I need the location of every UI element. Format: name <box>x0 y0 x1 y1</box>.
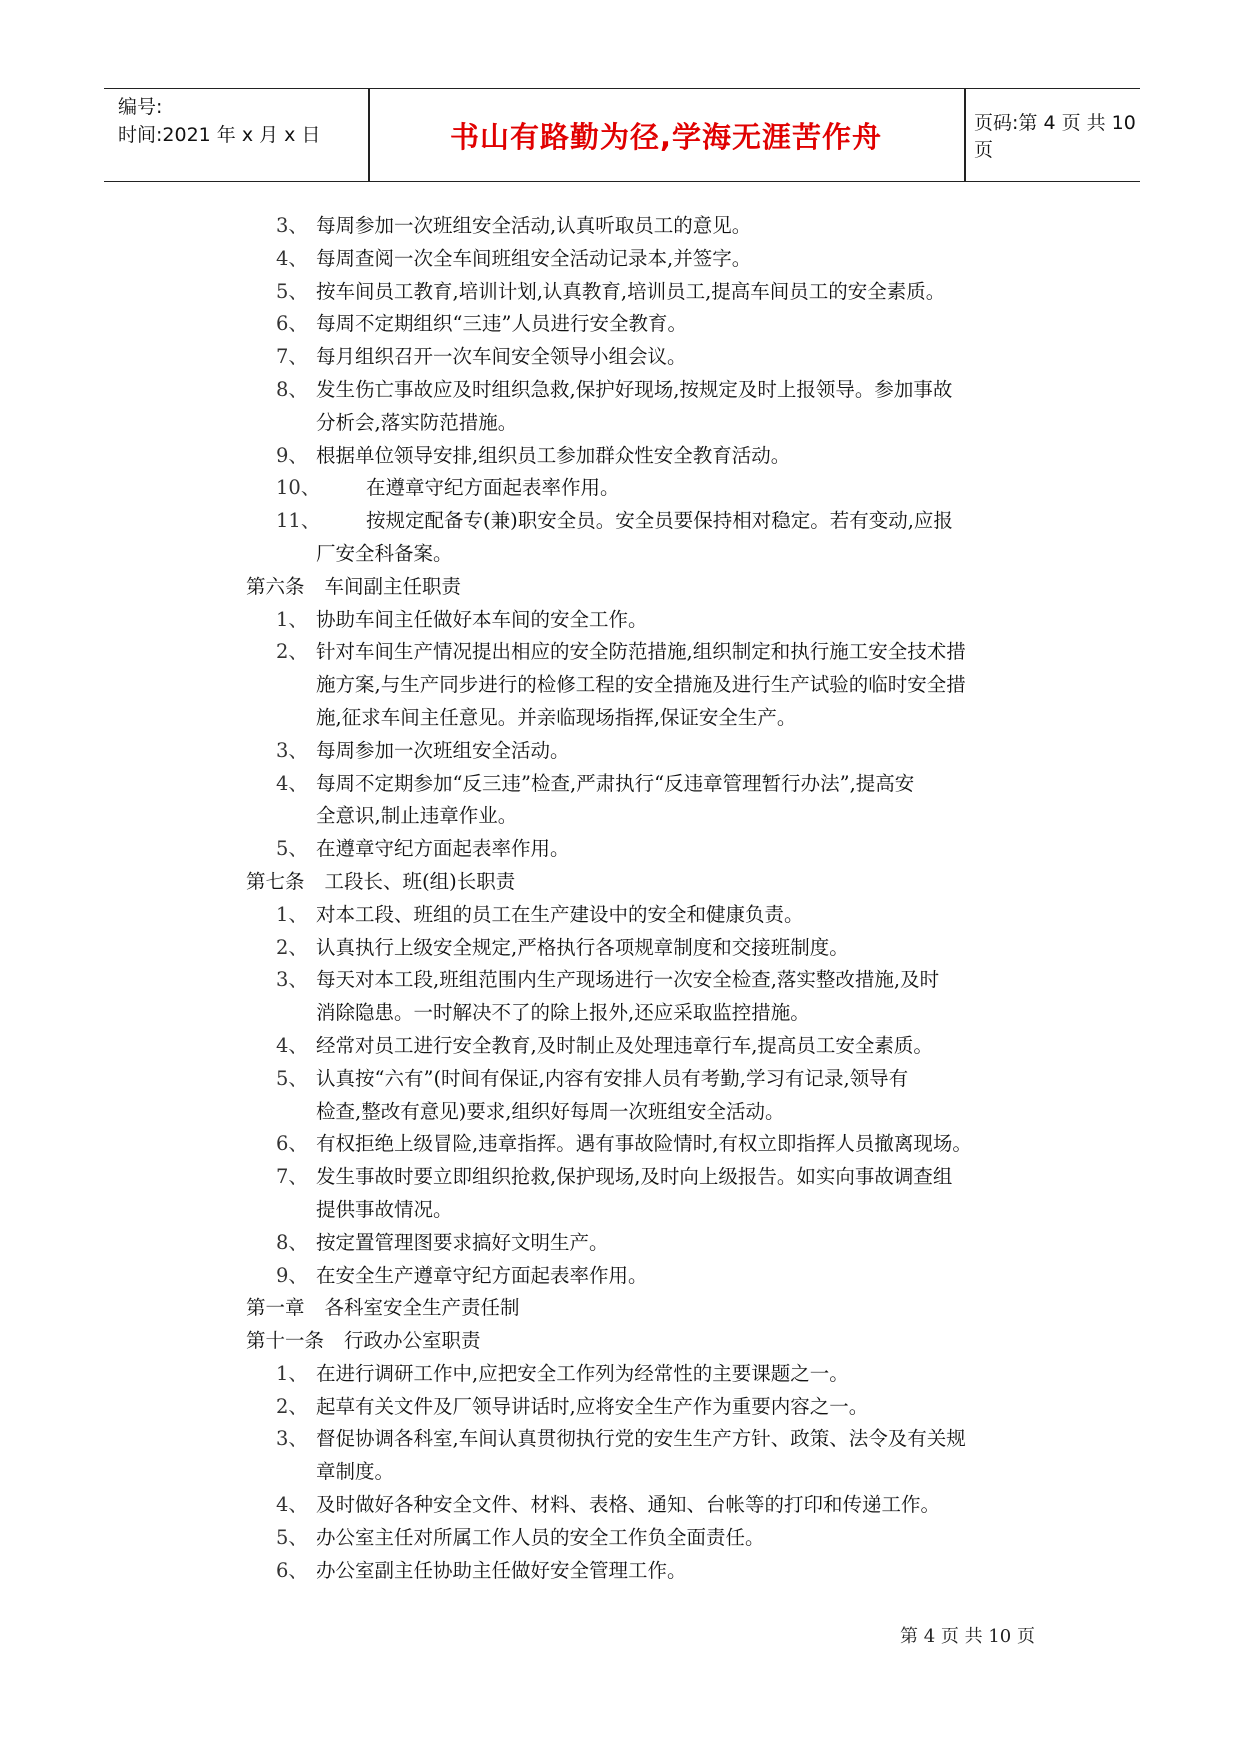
list-item <box>276 964 1056 997</box>
list-item <box>276 1423 1056 1456</box>
list-item-text: 按规定配备专(兼)职安全员。安全员要保持相对稳定。若有变动,应报 <box>366 509 953 533</box>
list-item <box>276 210 1056 243</box>
list-item-number: 3、 <box>276 738 308 762</box>
list-item <box>276 505 1056 538</box>
list-item <box>276 932 1056 965</box>
section-heading-title: 车间副主任职责 <box>324 574 462 598</box>
list-item-text: 办公室副主任协助主任做好安全管理工作。 <box>316 1558 687 1582</box>
list-item <box>276 1030 1056 1063</box>
page-header <box>104 88 1140 182</box>
list-item-text: 每周不定期参加“反三违”检查,严肃执行“反违章管理暂行办法”,提高安 <box>316 771 915 795</box>
document-number-label: 编号: <box>118 96 163 118</box>
list-item <box>276 1260 1056 1293</box>
list-item-number: 6、 <box>276 1132 308 1156</box>
list-item <box>276 1227 1056 1260</box>
section-heading <box>246 866 1056 899</box>
list-item-number: 2、 <box>276 935 308 959</box>
list-item <box>276 1522 1056 1555</box>
list-item-text: 每周参加一次班组安全活动,认真听取员工的意见。 <box>316 214 752 237</box>
list-item-number: 1、 <box>276 902 308 926</box>
list-item-text: 发生伤亡事故应及时组织急救,保护好现场,按规定及时上报领导。参加事故 <box>316 377 953 401</box>
list-item-number: 1、 <box>276 607 308 631</box>
list-item-text: 针对车间生产情况提出相应的安全防范措施,组织制定和执行施工安全技术措 <box>316 640 966 664</box>
list-item-number: 6、 <box>276 312 308 336</box>
list-item-continuation: 施方案,与生产同步进行的检修工程的安全措施及进行生产试验的临时安全措 <box>316 673 966 697</box>
list-item-continuation: 施,征求车间主任意见。并亲临现场指挥,保证安全生产。 <box>316 705 797 729</box>
list-item-number: 5、 <box>276 279 308 303</box>
list-item-number: 6、 <box>276 1558 308 1582</box>
list-item-text: 在遵章守纪方面起表率作用。 <box>366 476 620 500</box>
section-heading <box>246 571 1056 604</box>
list-item-number: 7、 <box>276 345 308 369</box>
list-item-number: 5、 <box>276 1066 308 1090</box>
section-heading-title: 各科室安全生产责任制 <box>324 1296 520 1320</box>
list-item-text: 认真执行上级安全规定,严格执行各项规章制度和交接班制度。 <box>316 935 849 959</box>
list-item-number: 1、 <box>276 1361 308 1385</box>
list-item <box>276 1358 1056 1391</box>
list-item-text: 经常对员工进行安全教育,及时制止及处理违章行车,提高员工安全素质。 <box>316 1033 933 1057</box>
list-item-number: 2、 <box>276 640 308 664</box>
list-item <box>276 636 1056 669</box>
list-item-continuation: 厂安全科备案。 <box>316 541 453 565</box>
list-item <box>276 1555 1056 1588</box>
list-item <box>276 1063 1056 1096</box>
list-item-text: 办公室主任对所属工作人员的安全工作负全面责任。 <box>316 1525 765 1549</box>
list-item-number: 8、 <box>276 377 308 401</box>
list-item-text: 在遵章守纪方面起表率作用。 <box>316 837 570 861</box>
section-heading-label: 第六条 <box>246 574 305 598</box>
section-heading <box>246 1325 1056 1358</box>
list-item-number: 4、 <box>276 1493 308 1517</box>
list-item <box>276 341 1056 374</box>
list-item-text: 对本工段、班组的员工在生产建设中的安全和健康负责。 <box>316 902 804 926</box>
list-item-number: 4、 <box>276 246 308 270</box>
list-item-number: 4、 <box>276 771 308 795</box>
list-item <box>276 472 1056 505</box>
list-item <box>276 440 1056 473</box>
section-heading-title: 工段长、班(组)长职责 <box>324 869 516 893</box>
list-item-number: 3、 <box>276 1427 308 1451</box>
list-item-text: 在进行调研工作中,应把安全工作列为经常性的主要课题之一。 <box>316 1361 849 1385</box>
list-item-text: 及时做好各种安全文件、材料、表格、通知、台帐等的打印和传递工作。 <box>316 1493 941 1517</box>
list-item-number: 11、 <box>276 509 321 533</box>
page-footer: 第 4 页 共 10 页 <box>900 1626 1035 1647</box>
list-item-number: 9、 <box>276 1263 308 1287</box>
list-item-number: 8、 <box>276 1230 308 1254</box>
list-item <box>276 899 1056 932</box>
list-item-text: 每周参加一次班组安全活动。 <box>316 738 570 762</box>
list-item <box>276 1128 1056 1161</box>
list-item-number: 3、 <box>276 214 308 237</box>
list-item-continuation: 分析会,落实防范措施。 <box>316 410 518 434</box>
list-item-text: 根据单位领导安排,组织员工参加群众性安全教育活动。 <box>316 443 791 467</box>
list-item-text: 在安全生产遵章守纪方面起表率作用。 <box>316 1263 648 1287</box>
list-item-number: 10、 <box>276 476 321 500</box>
list-item <box>276 243 1056 276</box>
list-item-text: 按车间员工教育,培训计划,认真教育,培训员工,提高车间员工的安全素质。 <box>316 279 946 303</box>
section-heading-label: 第十一条 <box>246 1329 325 1353</box>
list-item <box>276 604 1056 637</box>
list-item-text: 按定置管理图要求搞好文明生产。 <box>316 1230 609 1254</box>
list-item <box>276 276 1056 309</box>
document-time-label: 时间:2021 年 x 月 x 日 <box>118 124 321 146</box>
list-item-number: 2、 <box>276 1394 308 1418</box>
list-item-text: 每周不定期组织“三违”人员进行安全教育。 <box>316 312 687 336</box>
list-item <box>276 374 1056 407</box>
section-heading <box>246 1292 1056 1325</box>
list-item <box>276 1391 1056 1424</box>
header-meta <box>118 93 368 149</box>
list-item-text: 每天对本工段,班组范围内生产现场进行一次安全检查,落实整改措施,及时 <box>316 968 940 992</box>
list-item-text: 协助车间主任做好本车间的安全工作。 <box>316 607 648 631</box>
list-item-text: 每周查阅一次全车间班组安全活动记录本,并签字。 <box>316 246 752 270</box>
list-item-continuation: 章制度。 <box>316 1460 395 1484</box>
list-item <box>276 768 1056 801</box>
list-item-text: 每月组织召开一次车间安全领导小组会议。 <box>316 345 687 369</box>
list-item <box>276 308 1056 341</box>
list-item-text: 认真按“六有”(时间有保证,内容有安排人员有考勤,学习有记录,领导有 <box>316 1066 909 1090</box>
section-heading-label: 第七条 <box>246 869 305 893</box>
list-item-number: 4、 <box>276 1033 308 1057</box>
list-item-text: 有权拒绝上级冒险,违章指挥。遇有事故险情时,有权立即指挥人员撤离现场。 <box>316 1132 972 1156</box>
document-body <box>246 210 1056 1587</box>
list-item-text: 发生事故时要立即组织抢救,保护现场,及时向上级报告。如实向事故调查组 <box>316 1165 953 1189</box>
section-heading-title: 行政办公室职责 <box>344 1329 481 1353</box>
section-heading-label: 第一章 <box>246 1296 305 1320</box>
list-item-number: 5、 <box>276 837 308 861</box>
header-divider-right <box>964 89 966 181</box>
list-item-number: 5、 <box>276 1525 308 1549</box>
list-item <box>276 1489 1056 1522</box>
list-item-continuation: 检查,整改有意见)要求,组织好每周一次班组安全活动。 <box>316 1099 785 1123</box>
list-item-continuation: 消除隐患。一时解决不了的除上报外,还应采取监控措施。 <box>316 1001 810 1025</box>
header-motto: 书山有路勤为径,学海无涯苦作舟 <box>449 119 883 154</box>
list-item-text: 起草有关文件及厂领导讲话时,应将安全生产作为重要内容之一。 <box>316 1394 869 1418</box>
list-item-number: 7、 <box>276 1165 308 1189</box>
list-item <box>276 735 1056 768</box>
list-item-text: 督促协调各科室,车间认真贯彻执行党的安生生产方针、政策、法令及有关规 <box>316 1427 966 1451</box>
header-page-info: 页码:第 4 页 共 10 页 <box>974 112 1136 161</box>
list-item-continuation: 提供事故情况。 <box>316 1197 453 1221</box>
list-item-continuation: 全意识,制止违章作业。 <box>316 804 518 828</box>
list-item-number: 3、 <box>276 968 308 992</box>
list-item <box>276 1161 1056 1194</box>
list-item <box>276 833 1056 866</box>
list-item-number: 9、 <box>276 443 308 467</box>
